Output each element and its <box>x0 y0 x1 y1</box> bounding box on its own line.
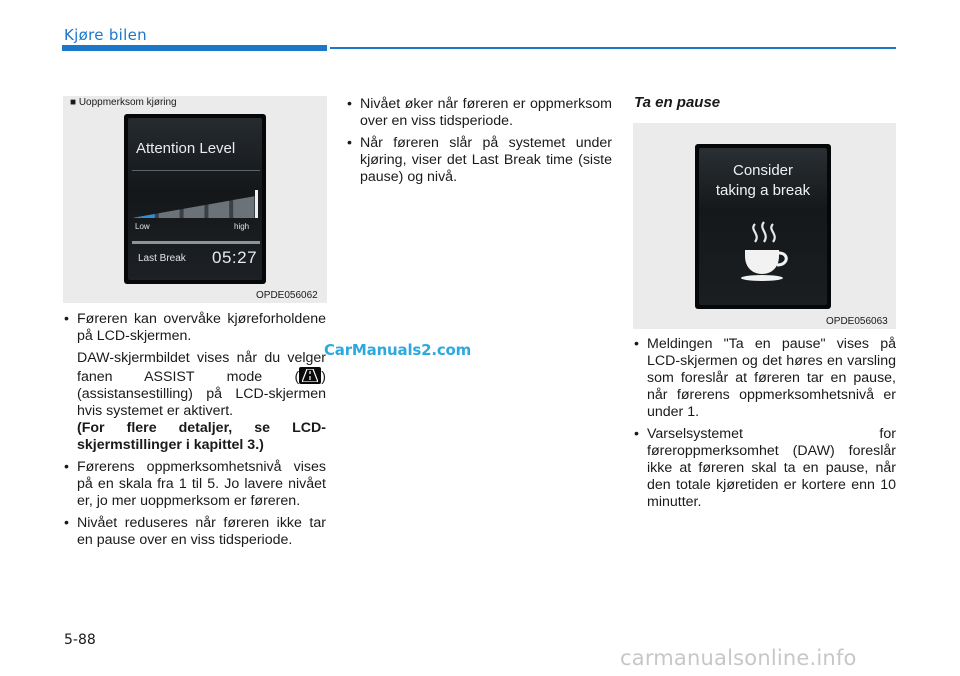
bullet-item: • Førerens oppmerksomhetsnivå vises på en skala fra 1 til 5. Jo lavere nivået er, jo mer uoppmerksom er føreren. <box>63 459 326 510</box>
coffee-cup-icon <box>739 220 789 286</box>
break-message-line2: taking a break <box>715 182 811 199</box>
attention-scale-segment <box>208 201 229 218</box>
lcd-divider-bar <box>132 241 260 244</box>
last-break-time: 05:27 <box>212 248 258 267</box>
bullet-item: • Nivået øker når føreren er oppmerksom over en viss tidsperiode. <box>346 96 612 130</box>
sub-text-bold: (For flere detaljer, se LCD-skjermstillinger i kapittel 3.) <box>77 420 326 453</box>
last-break-label: Last Break <box>138 253 186 264</box>
header-rule-thick <box>62 45 327 51</box>
sub-text-after: ) (assistansestilling) på LCD-skjermen hvis systemet er aktivert. <box>77 369 326 419</box>
bullet-item: • Nivået reduseres når føreren ikke tar en pause over en viss tidsperiode. <box>63 515 326 549</box>
bullet-item: • Varselsystemet for føreroppmerksomhet (DAW) foreslår ikke at føreren skal ta en pause, når den totale kjøretiden er kortere enn 10 minutter. <box>633 426 896 511</box>
attention-scale-segment <box>159 210 180 218</box>
break-message-line1: Consider <box>732 162 794 179</box>
text-column-3 <box>633 336 896 516</box>
sub-paragraph <box>63 350 326 454</box>
attention-scale-segment <box>134 214 155 218</box>
section-title: Kjøre bilen <box>64 26 147 44</box>
section-heading: Ta en pause <box>634 94 721 111</box>
text-column-1 <box>63 311 326 554</box>
road-lanes-icon <box>299 367 321 384</box>
lcd-break-screen <box>695 144 831 309</box>
footer-watermark: carmanualsonline.info <box>620 646 857 670</box>
figure-caption: ■ Uoppmerksom kjøring <box>70 97 177 108</box>
header-rule-thin <box>330 47 896 49</box>
scale-low-label: Low <box>135 222 150 231</box>
scale-high-label: high <box>234 222 250 231</box>
attention-scale-segment <box>233 196 254 218</box>
lcd-attention-screen <box>124 114 266 284</box>
bullet-item: • Meldingen "Ta en pause" vises på LCD-skjermen og det høres en varsling som foreslår at føreren tar en pause, når førerens oppmerksomhetsnivå er under 1. <box>633 336 896 421</box>
text-column-2 <box>346 96 612 191</box>
attention-scale-end-marker <box>255 190 258 218</box>
page-number: 5-88 <box>64 632 96 648</box>
bullet-item: • Føreren kan overvåke kjøreforholdene på LCD-skjermen. <box>63 311 326 345</box>
attention-scale-segment <box>184 205 205 218</box>
lcd-attention-title: Attention Level <box>136 140 236 157</box>
watermark-link[interactable]: CarManuals2.com <box>324 341 472 359</box>
figure-code: OPDE056063 <box>826 316 888 327</box>
bullet-item: • Når føreren slår på systemet under kjøring, viser det Last Break time (siste pause) og nivå. <box>346 135 612 186</box>
figure-code: OPDE056062 <box>256 290 318 301</box>
sub-text-before: DAW-skjermbildet vises når du velger fanen ASSIST mode ( <box>77 350 326 385</box>
